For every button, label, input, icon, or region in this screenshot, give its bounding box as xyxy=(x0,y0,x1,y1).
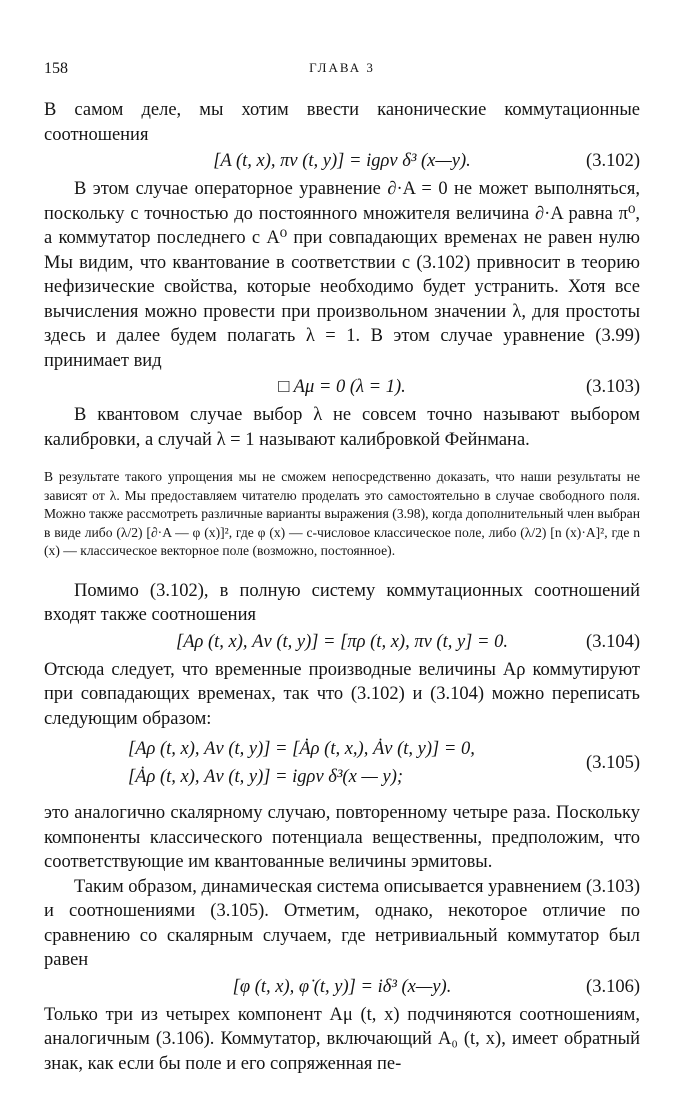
equation-line: [Ȧρ (t, x), Aν (t, y)] = igρν δ³(x — y); xyxy=(128,767,404,788)
equation-3-104 xyxy=(44,628,640,658)
page-body xyxy=(44,98,640,1076)
paragraph: В этом случае операторное уравнение ∂·A = 0 не может выполняться, поскольку с точностью до постоянного множителя величина ∂·A равна π⁰, а коммутатор последнего с A⁰ при совпадающих временах не равен нулю Мы видим, что квантование в соответствии с (3.102) привносит в теорию нефизические свойства, которые необходимо будет устранить. Хотя все вычисления можно провести при произвольном значении λ, для простоты здесь и далее будем полагать λ = 1. В этом случае уравнение (3.99) принимает вид xyxy=(44,179,640,371)
page-number: 158 xyxy=(44,60,68,77)
equation-formula: [Aρ (t, x), Aν (t, y)] = [πρ (t, x), πν (t, y] = 0. xyxy=(176,631,508,652)
equation-3-103 xyxy=(44,373,640,403)
page-header xyxy=(44,58,640,82)
equation-3-102 xyxy=(44,147,640,177)
equation-number: (3.103) xyxy=(586,377,640,397)
paragraph: Отсюда следует, что временные производные величины Aρ коммутируют при совпадающих временах, так что (3.102) и (3.104) можно переписать следующим образом: xyxy=(44,659,640,729)
paragraph: Только три из четырех компонент Aμ (t, x) подчиняются соотношениям, аналогичным (3.106). Коммутатор, включающий A₀ (t, x), имеет обратный знак, как если бы поле и его сопряженная пе- xyxy=(44,1004,640,1074)
equation-formula: [A (t, x), πν (t, y)] = igρν δ³ (x—y). xyxy=(213,151,471,171)
equation-number: (3.104) xyxy=(586,631,640,652)
equation-number: (3.102) xyxy=(586,151,640,171)
running-title: ГЛАВА 3 xyxy=(309,60,375,75)
equation-line: [Aρ (t, x), Aν (t, y)] = [Ȧρ (t, x,), Ȧν (t, y)] = 0, xyxy=(128,739,475,760)
equation-3-105 xyxy=(44,735,640,795)
equation-3-106 xyxy=(44,973,640,1003)
paragraph: это аналогично скалярному случаю, повторенному четыре раза. Поскольку компоненты классического потенциала вещественны, предположим, что соответствующие им квантованные величины эрмитовы. xyxy=(44,803,640,873)
equation-formula: □ Aμ = 0 (λ = 1). xyxy=(278,377,406,397)
paragraph: Помимо (3.102), в полную систему коммутационных соотношений входят также соотношения xyxy=(44,580,640,626)
paragraph: Таким образом, динамическая система описывается уравнением (3.103) и соотношениями (3.105). Отметим, однако, некоторое отличие по сравнению со скалярным случаем, где нетривиальный коммутатор был равен xyxy=(44,876,640,971)
equation-number: (3.106) xyxy=(586,976,640,997)
paragraph: В самом деле, мы хотим ввести канонические коммутационные соотношения xyxy=(44,100,640,145)
footnote-small-print: В результате такого упрощения мы не сможем непосредственно доказать, что наши результаты не зависят от λ. Мы предоставляем читателю проделать это самостоятельно в случае свободного поля. Можно также рассмотреть различные варианты выражения (3.98), когда дополнительный член выбран в виде либо (λ/2) [∂·A — φ (x)]², где φ (x) — c-числовое классическое поле, либо (λ/2) [n (x)·A]², где n (x) — классическое векторное поле (возможно, постоянное). xyxy=(44,469,640,559)
equation-number: (3.105) xyxy=(586,753,640,774)
paragraph: В квантовом случае выбор λ не совсем точно называют выбором калибровки, а случай λ = 1 называют калибровкой Фейнмана. xyxy=(44,405,640,450)
equation-formula: [φ (t, x), φ̇ (t, y)] = iδ³ (x—y). xyxy=(232,976,452,997)
